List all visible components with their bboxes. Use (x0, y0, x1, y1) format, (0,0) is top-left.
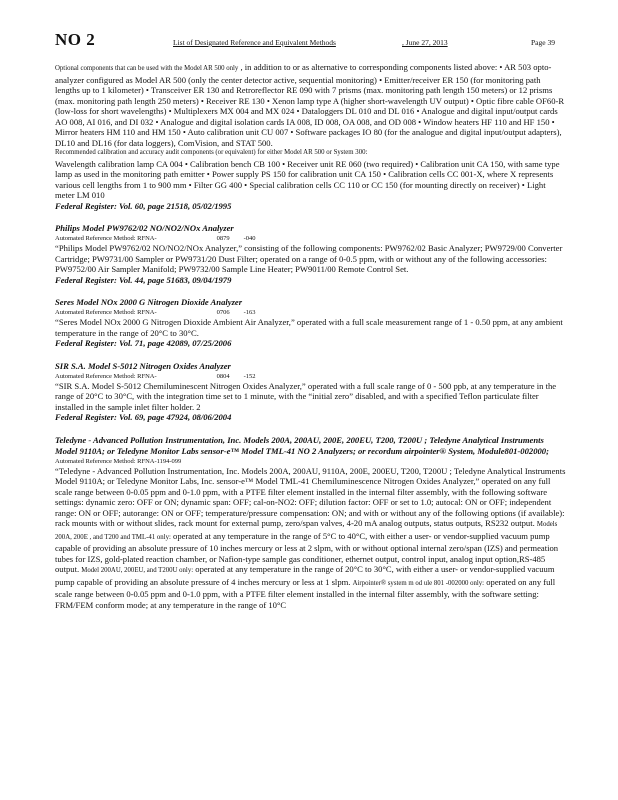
federal-register-citation: Federal Register: Vol. 44, page 51683, 09/04/1979 (55, 274, 232, 285)
page-header (55, 30, 565, 52)
method-designation: Automated Reference Method: RFNA- 0706 -163 (55, 309, 256, 316)
optional-components-text: Optional components that can be used with the Model AR 500 only , in addition to or as alternative to corresponding components listed above: • AR 503 opto-analyzer configured as Model AR 500 (only the center detector active, sequential monitoring) • Emitter/receiver ER 150 (for monitoring path lengths up to 1 kilometer) • Transceiver ER 130 and Retroreflector RE 090 with 7 prisms (max. monitoring path length 150 meters) or 12 prisms (max. monitoring path length 250 meters) • Receiver RE 130 • Xenon lamp type A (higher short-wavelength UV output) • Optic fibre cable OF60-R (low-loss for short wavelengths) • Multiplexers MX 004 and MX 024 • Dataloggers DL 010 and DL 016 • Analogue and digital input/output cards AO 008, AI 016, and DI 032 • Analogue and digital isolation cards IA 008, ID 008, OA 008, and OD 008 • Window heaters HF 110 and HF 150 • Mirror heaters HM 110 and HM 150 • Auto calibration unit CU 007 • Software packages IO 80 (for the analogue and digital input/output adapters), DL10 and DL16 (for data loggers), ComVision, and STAT 500. (55, 62, 565, 148)
optional-components-block (55, 62, 567, 211)
federal-register-citation: Federal Register: Vol. 60, page 21518, 05/02/1995 (55, 200, 232, 211)
method-heading: SIR S.A. Model S-5012 Nitrogen Oxides Analyzer (55, 360, 231, 371)
model-qualifier: Airpointer® system m od ule 801 -002000 only: (352, 579, 485, 587)
method-entry-sir (55, 361, 567, 423)
page-content (55, 62, 567, 610)
pollutant-label: NO 2 (55, 30, 96, 49)
header-date: , June 27, 2013 (402, 38, 448, 47)
method-description: “Teledyne - Advanced Pollution Instrumentation, Inc. Models 200A, 200AU, 9110A, 200E, 200EU, T200, T200U ; Teledyne Analytical Instruments Model 9110A; or Teledyne Monitor Labs, Inc. sensor-e™ Model TML-41 Chemiluminescence Nitrogen Oxides Analyzer,” operated on any full scale range between 0-0.05 ppm and 0-1.0 ppm, with a PTFE filter element installed in the internal filter assembly, with the following software settings: dynamic zero: OFF or ON; dynamic span: OFF; cal-on-NO2: OFF; dilution factor: OFF or set to 1.0; autocal: ON or OFF; independent range: ON or OFF; autorange: ON or OFF; temperature/pressure compensation: ON; and with or without any of the following options (if available): rack mounts with or without slides, rack mount for external pump, zero/span valves, 4-20 mA analog outputs, status outputs, RS232 output. Models 200A, 200E , and T200 and TML-41 only: operated at any temperature in the range of 5°C to 40°C, with either a user- or vendor-supplied vacuum pump capable of providing an absolute pressure of 10 inches mercury or less at 2 slpm, with or without optional internal zero/span (IZS) and permeation tubes for IZS, gold-plated reaction chamber, or Nafion-type sample gas conditioner, ethernet output, control input, analog input option,RS-485 output. Model 200AU, 200EU, and T200U only: operated at any temperature in the range of 20°C to 30°C, with either a user- or vendor-supplied vacuum pump capable of providing an absolute pressure of 4 inches mercury or less at 1 slpm. Airpointer® system m od ule 801 -002000 only: operated on any full scale range between 0-0.05 ppm and 0-1.0 ppm, with a PTFE filter element installed in the internal filter assembly, with the software setting: FRM/FEM conform mode; at any temperature in the range of 10°C (55, 465, 566, 610)
method-entry-seres (55, 297, 567, 349)
method-description: “Philips Model PW9762/02 NO/NO2/NOx Analyzer,” consisting of the following components: PW9762/02 Basic Analyzer; PW9729/00 Converter Cartridge; PW9731/00 Sampler or PW9731/20 Dust Filter; operated on a range of 0-0.5 ppm, with or without any of the following accessories: PW9752/00 Air Sampler Manifold; PW9732/00 Sample Line Heater; PW9011/00 Remote Control Set. (55, 243, 563, 274)
method-designation: Automated Reference Method: RFNA- 0879 -040 (55, 235, 256, 242)
header-title: List of Designated Reference and Equivalent Methods (173, 38, 336, 47)
method-entry-philips (55, 223, 567, 285)
model-qualifier: Model 200AU, 200EU, and T200U only: (81, 567, 194, 574)
calibration-components-lead: Recommended calibration and accuracy audit components (or equivalent) for either Model AR 500 or System 300: (55, 149, 368, 156)
method-description: “SIR S.A. Model S-5012 Chemiluminescent Nitrogen Oxides Analyzer,” operated with a full scale range of 0 - 500 ppb, at any temperature in the range of 20°C to 30°C, with the integration time set to 1 minute, with the “initial zero” disabled, and with a specified Teflon particulate filter installed in the sample inlet filter holder. 2 (55, 380, 557, 412)
model-qualifier: Models 200A, 200E , and T200 and TML-41 only: (55, 521, 558, 541)
method-heading: Seres Model NOx 2000 G Nitrogen Dioxide Analyzer (55, 297, 243, 307)
federal-register-citation: Federal Register: Vol. 71, page 42089, 07/25/2006 (55, 338, 232, 348)
method-heading: Philips Model PW9762/02 NO/NO2/NOx Analyzer (55, 223, 234, 233)
federal-register-citation: Federal Register: Vol. 69, page 47924, 08/06/2004 (55, 412, 232, 422)
method-designation: Automated Reference Method: RFNA- 0804 -152 (55, 372, 256, 380)
method-heading: Teledyne - Advanced Pollution Instrumentation, Inc. Models 200A, 200AU, 200E, 200EU, T200, T200U ; Teledyne Analytical Instruments Model 9110A; or Teledyne Monitor Labs sensor-e™ Model TML-41 NO 2 Analyzers; or recordum airpointer® System, Module801-002000; (55, 434, 549, 456)
method-designation: Automated Reference Method: RFNA-1194-099 (55, 457, 182, 465)
optional-components-lead: Optional components that can be used with the Model AR 500 only (55, 65, 239, 72)
method-description: “Seres Model NOx 2000 G Nitrogen Dioxide Ambient Air Analyzer,” operated with a full scale measurement range of 1 - 0.50 ppm, at any ambient temperature in the range of 20°C to 30°C. (55, 317, 563, 338)
page-number: Page 39 (531, 38, 555, 47)
calibration-components-text: Wavelength calibration lamp CA 004 • Calibration bench CB 100 • Receiver unit RE 060 (two required) • Calibration unit CA 150, with same type lamp as used in the monitoring path emitter • Power supply PS 150 for calibration unit CA 150 • Calibration cells CC 001-X, where X represents various cell lengths from 1 to 900 mm • Filter GG 400 • Special calibration cells CC 110 or CC 150 (for mounting directly on receiver) • Light meter LM 010 (55, 158, 560, 200)
method-entry-teledyne (55, 435, 567, 611)
